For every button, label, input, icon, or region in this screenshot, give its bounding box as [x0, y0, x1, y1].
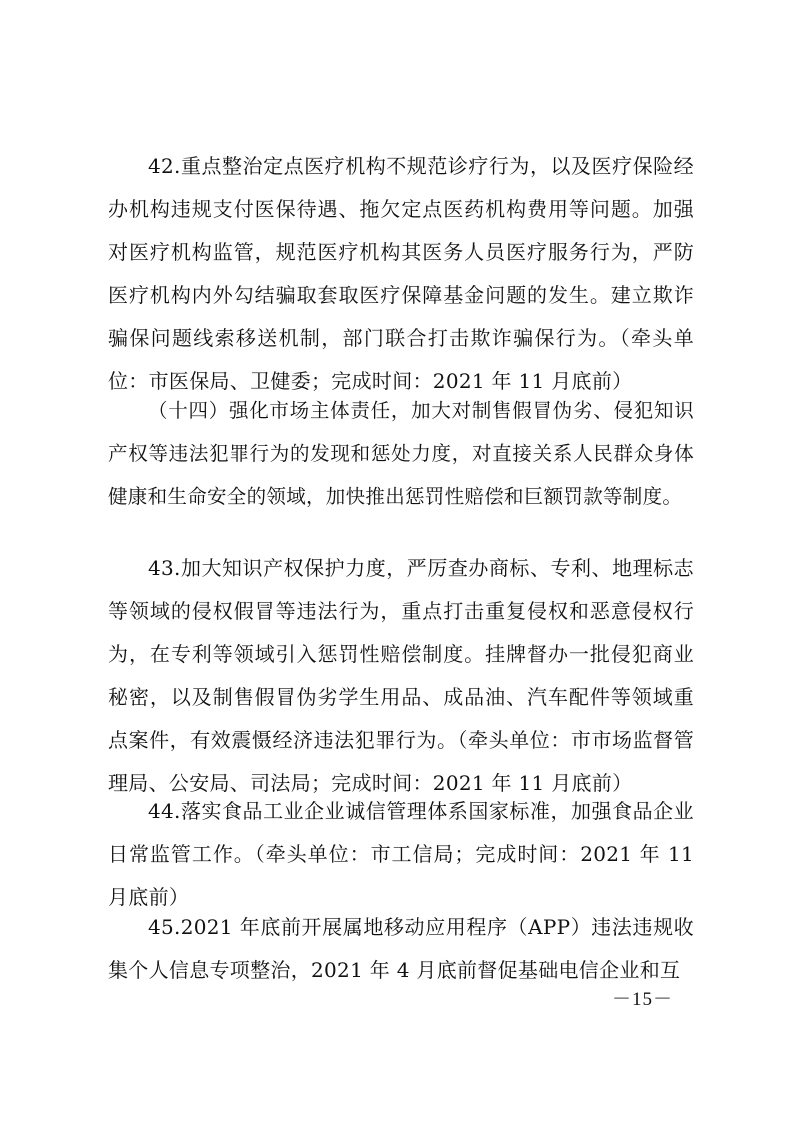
- paragraph-item-45: 45.2021 年底前开展属地移动应用程序（APP）违法违规收集个人信息专项整治，2021 年 4 月底前督促基础电信企业和互: [108, 915, 694, 982]
- paragraph-item-42: 42.重点整治定点医疗机构不规范诊疗行为，以及医疗保险经办机构违规支付医保待遇、拖欠定点医药机构费用等问题。加强对医疗机构监管，规范医疗机构其医务人员医疗服务行为，严防医疗机构内外勾结骗取套取医疗保障基金问题的发生。建立欺诈骗保问题线索移送机制，部门联合打击欺诈骗保行为。（牵头单位：市医保局、卫健委；完成时间：2021 年 11 月底前）: [108, 154, 694, 393]
- page-number: －15－: [612, 989, 674, 1010]
- section-heading-14: （十四）强化市场主体责任，加大对制售假冒伪劣、侵犯知识产权等违法犯罪行为的发现和惩处力度，对直接关系人民群众身体健康和生命安全的领域，加快推出惩罚性赔偿和巨额罚款等制度。: [108, 399, 694, 508]
- paragraph-item-44: 44.落实食品工业企业诚信管理体系国家标准，加强食品企业日常监管工作。（牵头单位：市工信局；完成时间：2021 年 11 月底前）: [108, 799, 694, 909]
- paragraph-item-43: 43.加大知识产权保护力度，严厉查办商标、专利、地理标志等领域的侵权假冒等违法行为，重点打击重复侵权和恶意侵权行为，在专利等领域引入惩罚性赔偿制度。挂牌督办一批侵犯商业秘密，以及制售假冒伪劣学生用品、成品油、汽车配件等领域重点案件，有效震慑经济违法犯罪行为。（牵头单位：市市场监督管理局、公安局、司法局；完成时间：2021 年 11 月底前）: [108, 556, 694, 795]
